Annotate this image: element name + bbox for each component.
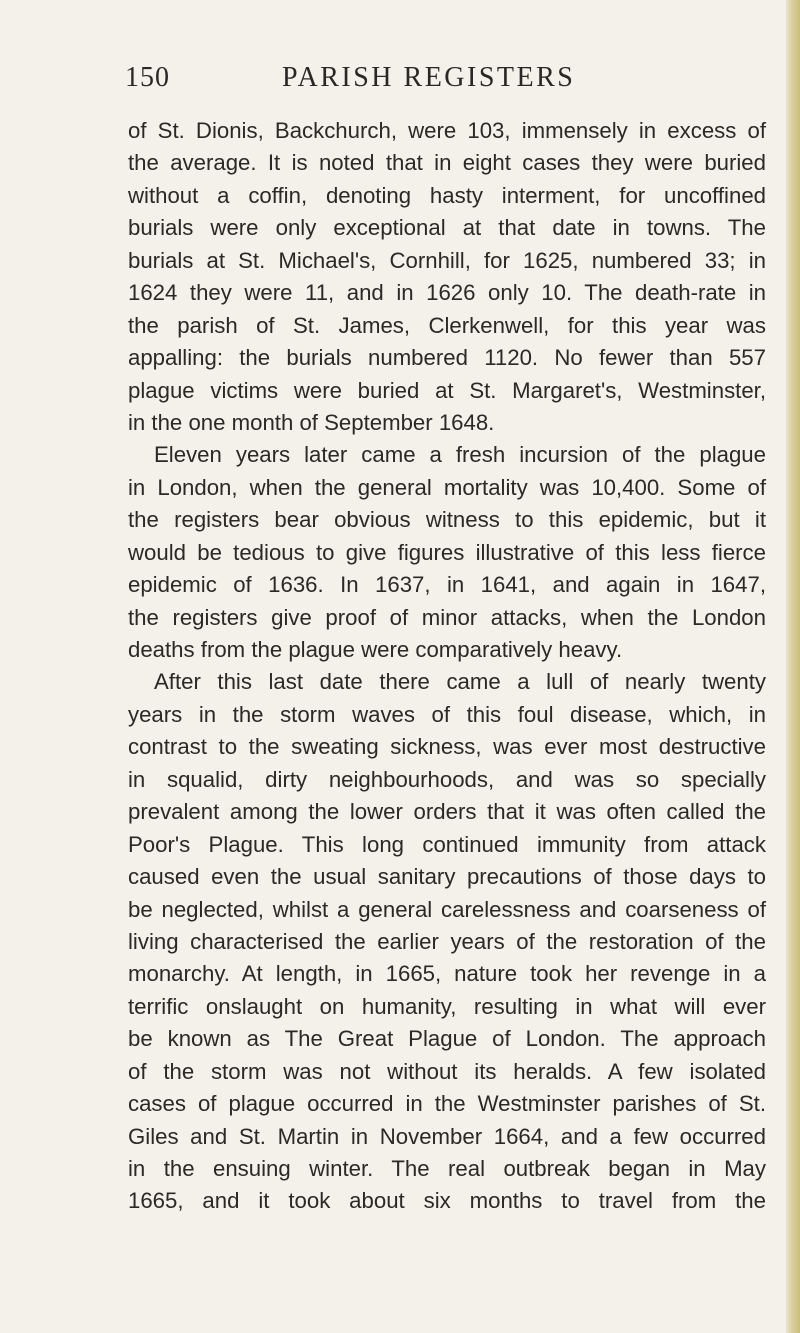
text-line: of St. Dionis, Backchurch, were 103, immensely in excess of: [128, 118, 766, 143]
text-line: the registers bear obvious witness to this epidemic, but it: [128, 507, 766, 533]
text-line: living characterised the earlier years of the restoration of the: [128, 928, 766, 954]
text-line: the parish of St. James, Clerkenwell, for this year was: [128, 312, 766, 338]
text-line: of the storm was not without its heralds. A few isolated: [128, 1058, 766, 1084]
paragraph-end-line: in the one month of September 1648.: [128, 409, 495, 435]
text-line: epidemic of 1636. In 1637, in 1641, and again in 1647,: [128, 572, 766, 598]
paragraph-end-line: deaths from the plague were comparatively heavy.: [128, 637, 623, 662]
text-line: appalling: the burials numbered 1120. No fewer than 557: [128, 345, 766, 371]
text-line: would be tedious to give figures illustrative of this less fierce: [128, 539, 766, 565]
text-line: in London, when the general mortality was 10,400. Some of: [128, 474, 766, 500]
text-line: the registers give proof of minor attacks, when the London: [128, 604, 766, 630]
text-line: 1665, and it took about six months to travel from the: [128, 1188, 766, 1214]
text-line: Giles and St. Martin in November 1664, and a few occurred: [128, 1123, 766, 1149]
text-line: Poor's Plague. This long continued immunity from attack: [128, 831, 766, 857]
text-line: be known as The Great Plague of London. The approach: [128, 1026, 766, 1052]
text-line: 1624 they were 11, and in 1626 only 10. The death-rate in: [128, 280, 766, 306]
text-line: contrast to the sweating sickness, was ever most destructive: [128, 734, 766, 760]
page-number: 150: [125, 62, 170, 93]
text-line: plague victims were buried at St. Margaret's, Westminster,: [128, 377, 766, 403]
text-line: in the ensuing winter. The real outbreak began in May: [128, 1156, 766, 1181]
text-line: years in the storm waves of this foul disease, which, in: [128, 701, 766, 727]
page-header: [125, 62, 685, 102]
text-line: caused even the usual sanitary precautions of those days to: [128, 864, 766, 890]
text-line: without a coffin, denoting hasty interment, for uncoffined: [128, 182, 766, 208]
body-text: [128, 115, 766, 1218]
text-line: burials were only exceptional at that date in towns. The: [128, 215, 766, 241]
text-line: cases of plague occurred in the Westminster parishes of St.: [128, 1091, 766, 1117]
paragraph-start-line: Eleven years later came a fresh incursion of the plague: [154, 442, 766, 468]
text-line: be neglected, whilst a general carelessness and coarseness of: [128, 896, 766, 922]
text-line: burials at St. Michael's, Cornhill, for 1625, numbered 33; in: [128, 247, 766, 273]
text-line: in squalid, dirty neighbourhoods, and was so specially: [128, 766, 766, 792]
text-line: monarchy. At length, in 1665, nature took her revenge in a: [128, 961, 766, 987]
text-line: the average. It is noted that in eight cases they were buried: [128, 150, 766, 176]
page-edge: [786, 0, 800, 1333]
paragraph-start-line: After this last date there came a lull of nearly twenty: [154, 669, 766, 695]
text-line: terrific onslaught on humanity, resulting in what will ever: [128, 993, 766, 1019]
text-line: prevalent among the lower orders that it was often called the: [128, 799, 766, 825]
running-head: PARISH REGISTERS: [282, 62, 576, 93]
